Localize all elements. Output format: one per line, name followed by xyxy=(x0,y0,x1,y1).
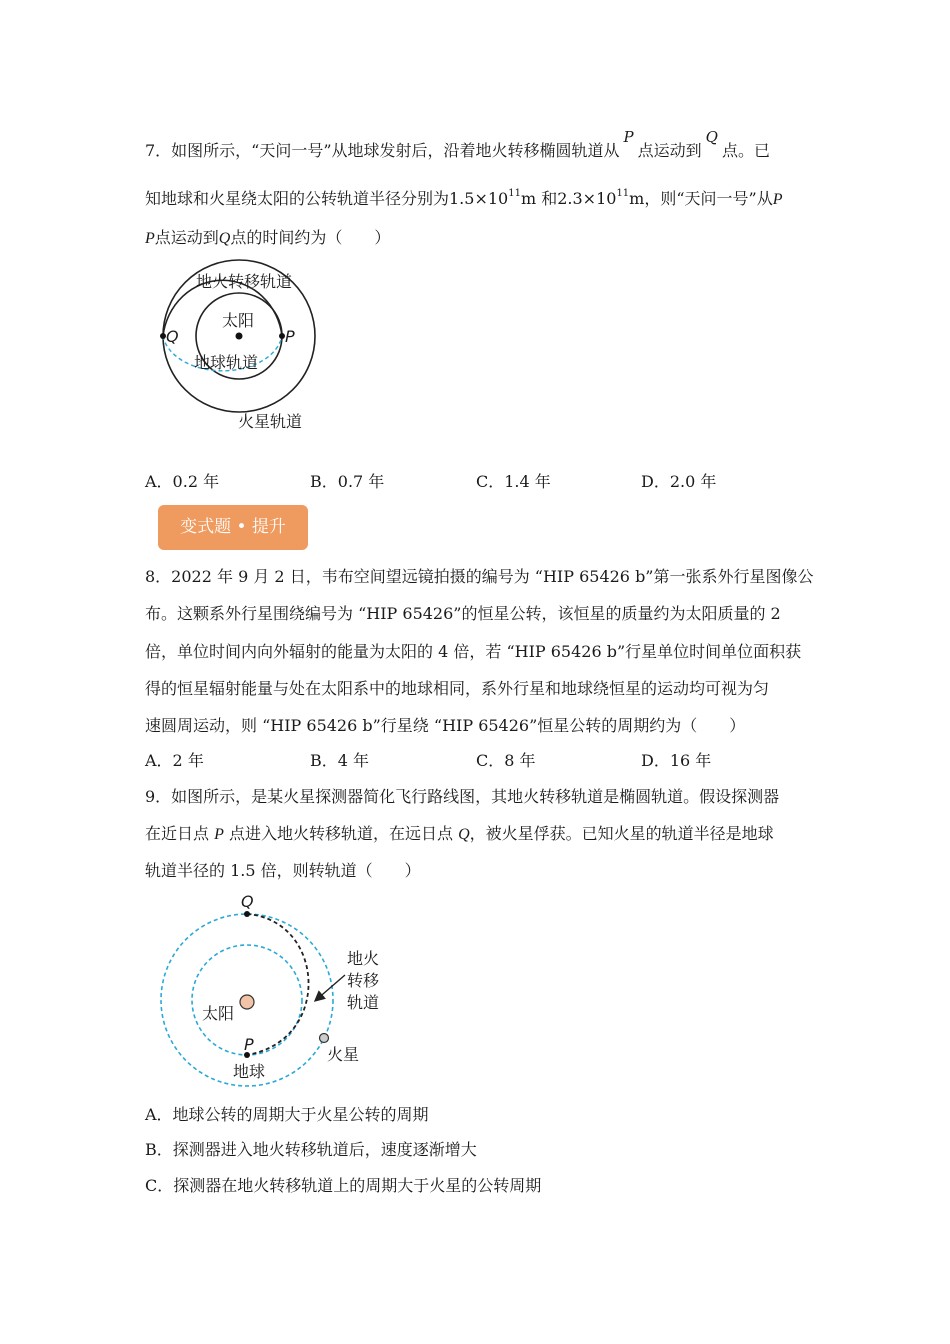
q7-text: 点运动到 xyxy=(154,228,219,247)
p-label: P xyxy=(285,327,295,346)
var-q: Q xyxy=(458,826,470,843)
q9-text: 在近日点 xyxy=(145,824,215,843)
var-p: P xyxy=(623,128,634,146)
q7-option-d[interactable]: D．2.0 年 xyxy=(641,472,717,491)
q-label: Q xyxy=(166,327,179,346)
q9-option-b[interactable]: B．探测器进入地火转移轨道后，速度逐渐增大 xyxy=(145,1140,477,1159)
q8-option-b[interactable]: B．4 年 xyxy=(310,751,370,770)
q7-option-b[interactable]: B．0.7 年 xyxy=(310,472,385,491)
transfer-arrow xyxy=(316,975,345,1000)
sun-label: 太阳 xyxy=(202,1004,235,1023)
q7-text: m 和2.3×10 xyxy=(520,189,617,208)
p-label: P xyxy=(244,1035,254,1054)
q8-line-1: 8．2022 年 9 月 2 日，韦布空间望远镜拍摄的编号为 “HIP 65426 b”第一张系外行星图像公 xyxy=(145,567,814,586)
q-dot xyxy=(244,911,250,917)
q9-text: 点进入地火转移轨道，在远日点 xyxy=(223,824,459,843)
exponent: 11 xyxy=(616,188,630,199)
q8-option-a[interactable]: A．2 年 xyxy=(145,751,204,770)
mars-planet xyxy=(320,1034,329,1043)
q7-text: 点运动到 xyxy=(637,141,702,160)
q9-orbit-figure xyxy=(155,890,405,1090)
sun-dot xyxy=(236,333,243,340)
q9-line-2 xyxy=(145,824,774,845)
var-p: P xyxy=(145,230,155,247)
q7-option-a[interactable]: A．0.2 年 xyxy=(145,472,220,491)
q7-text: m，则“天问一号”从 xyxy=(629,189,773,208)
var-p: P xyxy=(214,826,224,843)
mars-orbit-label: 火星轨道 xyxy=(238,412,303,431)
transfer-label-2: 转移 xyxy=(347,971,380,990)
q7-text: 点。已 xyxy=(721,141,770,160)
q8-line-5: 速圆周运动，则 “HIP 65426 b”行星绕 “HIP 65426”恒星公转的周期约为（ ） xyxy=(145,716,746,735)
q9-line-3: 轨道半径的 1.5 倍，则转轨道（ ） xyxy=(145,861,421,880)
q7-text: 知地球和火星绕太阳的公转轨道半径分别为1.5×10 xyxy=(145,189,509,208)
sun-label: 太阳 xyxy=(222,311,255,330)
mars-label: 火星 xyxy=(327,1045,360,1064)
q9-option-c[interactable]: C．探测器在地火转移轨道上的周期大于火星的公转周期 xyxy=(145,1176,542,1195)
q7-option-c[interactable]: C．1.4 年 xyxy=(476,472,551,491)
var-q: Q xyxy=(218,230,231,247)
q7-line-2 xyxy=(145,189,783,210)
variant-badge: 变式题 • 提升 xyxy=(158,505,308,550)
earth-orbit-label: 地球轨道 xyxy=(194,353,259,372)
transfer-orbit-label: 地火转移轨道 xyxy=(196,272,293,291)
q8-line-4: 得的恒星辐射能量与处在太阳系中的地球相同，系外行星和地球绕恒星的运动均可视为匀 xyxy=(145,679,770,698)
q7-line-1 xyxy=(145,128,770,161)
q7-text: 7．如图所示，“天问一号”从地球发射后，沿着地火转移椭圆轨道从 xyxy=(145,141,620,160)
q8-line-2: 布。这颗系外行星围绕编号为 “HIP 65426”的恒星公转，该恒星的质量约为太阳质量的 2 xyxy=(145,604,781,623)
var-p: P xyxy=(772,191,783,208)
earth-label: 地球 xyxy=(233,1062,266,1081)
q7-text: 点的时间约为（ ） xyxy=(230,228,391,247)
sun xyxy=(240,995,254,1009)
q8-option-c[interactable]: C．8 年 xyxy=(476,751,536,770)
q7-line-3 xyxy=(145,228,390,249)
var-q: Q xyxy=(705,128,718,146)
transfer-label-1: 地火 xyxy=(347,949,380,968)
q8-line-3: 倍，单位时间内向外辐射的能量为太阳的 4 倍，若 “HIP 65426 b”行星单位时间单位面积获 xyxy=(145,642,802,661)
q9-option-a[interactable]: A．地球公转的周期大于火星公转的周期 xyxy=(145,1105,429,1124)
q9-text: ，被火星俘获。已知火星的轨道半径是地球 xyxy=(469,824,774,843)
exponent: 11 xyxy=(508,188,521,199)
transfer-label-3: 轨道 xyxy=(347,993,380,1012)
q9-line-1: 9．如图所示，是某火星探测器简化飞行路线图，其地火转移轨道是椭圆轨道。假设探测器 xyxy=(145,787,780,806)
q-label: Q xyxy=(241,892,254,911)
q7-orbit-figure xyxy=(150,258,330,438)
q8-option-d[interactable]: D．16 年 xyxy=(641,751,712,770)
